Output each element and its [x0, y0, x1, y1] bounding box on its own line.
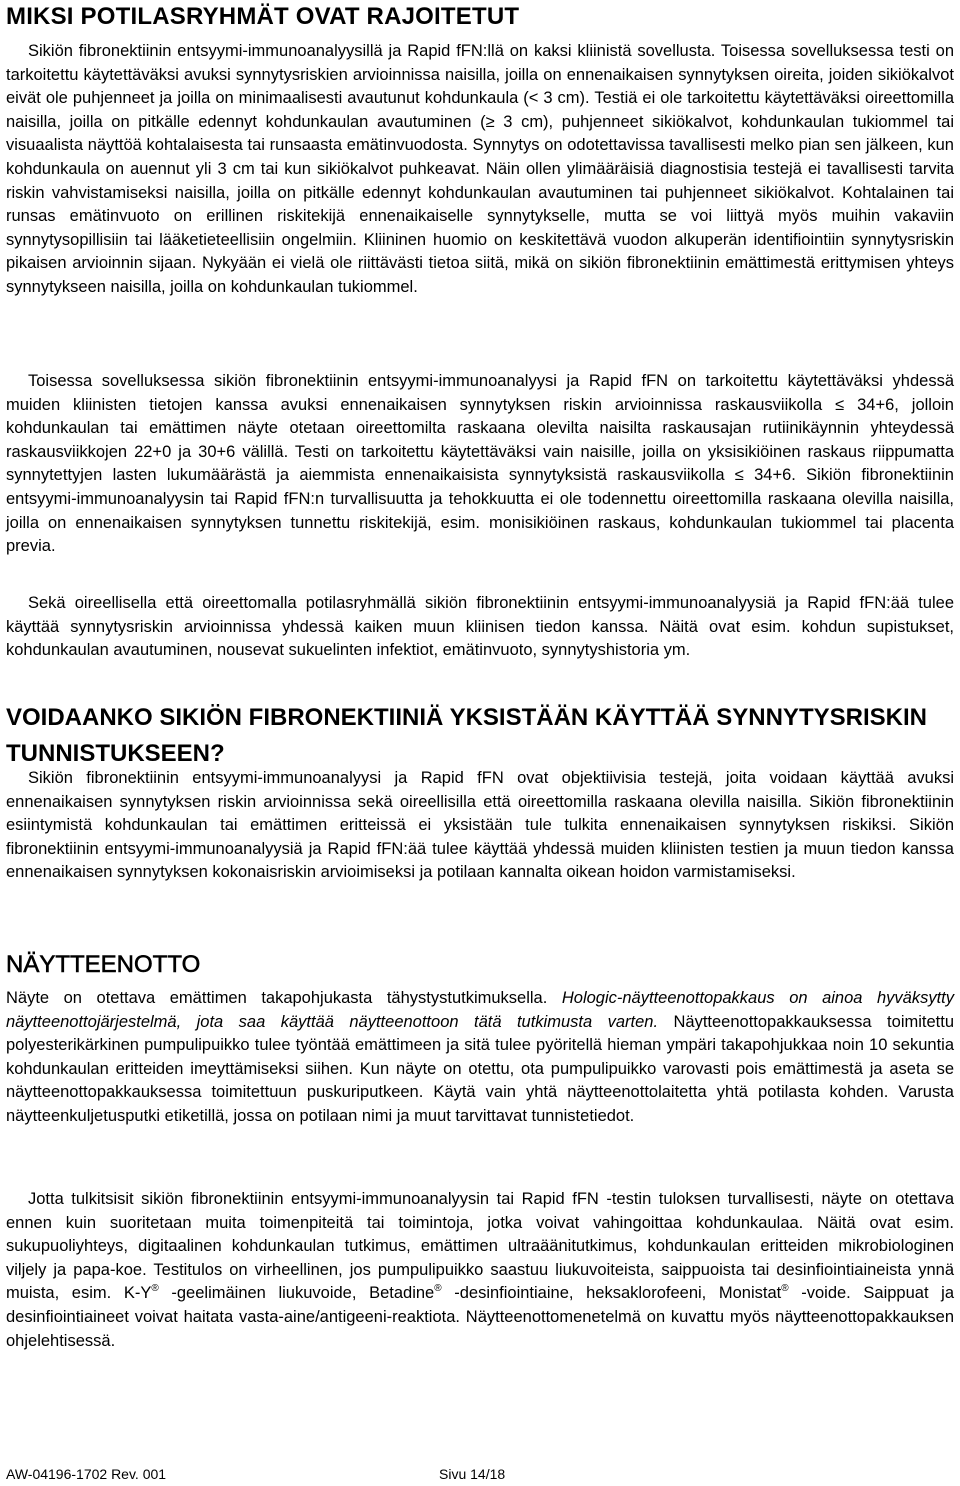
- paragraph-naytteenotto-2-text-c: -desinfiointiaine, heksaklorofeeni, Monistat: [441, 1284, 782, 1303]
- footer-page-number: Sivu 14/18: [439, 1466, 506, 1482]
- registered-mark-ky: ®: [151, 1283, 159, 1295]
- paragraph-miksi-3: Sekä oireellisella että oireettomalla potilasryhmällä sikiön fibronektiinin entsyymi-immunoanalyysiä ja Rapid fFN:ää tulee käyttää synnytysriskin arvioinnissa yhdessä kaiken muun kliinisen tiedon kanssa. Näitä ovat esim. kohdun supistukset, kohdunkaulan avautuminen, nousevat sukuelinten infektiot, emätinvuoto, synnytyshistoria ym.: [6, 594, 954, 660]
- section-heading-miksi: MIKSI POTILASRYHMÄT OVAT RAJOITETUT: [6, 3, 520, 30]
- paragraph-naytteenotto-2: [6, 1188, 954, 1353]
- paragraph-naytteenotto-1-italic: Hologic-näytteenottopakkaus on ainoa hyväksytty näytteenottojärjestelmä, jota saa käyttää näytteenottoon tätä tutkimusta varten.: [6, 989, 954, 1031]
- paragraph-naytteenotto-2-text-a: Jotta tulkitsisit sikiön fibronektiinin entsyymi-immunoanalyysin tai Rapid fFN -testin tuloksen turvallisesti, näyte on otettava ennen kuin suoritetaan muita toimenpiteitä tai toimintoja, jotka voivat vahingoittaa kohdunkaulaa. Näitä ovat esim. sukupuoliyhteys, digitaalinen kohdunkaulan tutkimus, emättimen ultraäänitutkimus, kohdunkaulan eritteiden mikrobiologinen viljely ja papa-koe. Testitulos on virheellinen, jos pumpulipuikko saastuu liukuvoiteista, saippuoista tai desinfiointiaineista ynnä muista, esim. K-Y: [6, 1190, 954, 1303]
- section-heading-voidaanko: VOIDAANKO SIKIÖN FIBRONEKTIINIÄ YKSISTÄÄN KÄYTTÄÄ SYNNYTYSRISKIN TUNNISTUKSEEN?: [6, 704, 927, 767]
- paragraph-naytteenotto-1-text-a: Näyte on otettava emättimen takapohjukasta tähystystutkimuksella.: [6, 989, 562, 1007]
- section-heading-naytteenotto: NÄYTTEENOTTO: [6, 951, 201, 978]
- footer-document-number: AW-04196-1702 Rev. 001: [6, 1466, 167, 1482]
- paragraph-naytteenotto-1: [6, 987, 954, 1129]
- paragraph-miksi-1: Sikiön fibronektiinin entsyymi-immunoanalyysillä ja Rapid fFN:llä on kaksi kliinistä sovellusta. Toisessa sovelluksessa testi on tarkoitettu käytettäväksi avuksi synnytysriskien arvioinnissa naisilla, joilla on ennenaikaisen synnytyksen oireita, joiden sikiökalvot eivät ole puhjenneet ja joilla on minimaalisesti avautunut kohdunkaula (< 3 cm). Testiä ei ole tarkoitettu käytettäväksi oireettomilla naisilla, joilla on pitkälle edennyt kohdunkaulan avautuminen (≥ 3 cm), puhjenneet sikiökalvot, kohdunkaulan tukiommel tai visuaalista näyttöä kohtalaisesta tai runsaasta emätinvuodosta. Synnytys on odotettavissa tavallisesti melko pian sen jälkeen, kun kohdunkaula on auennut yli 3 cm tai kun sikiökalvot puhkeavat. Näin ollen ylimääräisiä diagnostisia testejä ei tavallisesti tarvita riskin vahvistamiseksi naisilla, joilla on pitkälle edennyt kohdunkaulan avautuminen tai puhjenneet sikiökalvot. Kohtalainen tai runsas emätinvuoto on erillinen riskitekijä ennenaikaiselle synnytykselle, mutta se voi liittyä myös muihin vakaviin synnytysopillisiin tai lääketieteellisiin ongelmiin. Kliininen huomio on keskitettävä vuodon alkuperän identifiointiin synnytysriskin pikaisen arvioinnin sijaan. Nykyään ei vielä ole riittävästi tietoa siitä, mikä on sikiön fibronektiinin emättimestä erittymisen yhteys synnytykseen naisilla, joilla on kohdunkaulan tukiommel.: [6, 42, 954, 296]
- paragraph-miksi-2: Toisessa sovelluksessa sikiön fibronektiinin entsyymi-immunoanalyysi ja Rapid fFN on tarkoitettu käytettäväksi yhdessä muiden kliinisten tietojen kanssa avuksi ennenaikaisen synnytyksen riskin arvioinnissa raskausviikolla ≤ 34+6, jolloin kohdunkaulan tai emättimen näyte otetaan oireettomilta raskaana olevilta naisilta raskausajan rutiinikäynnin yhteydessä raskausviikkojen 22+0 ja 30+6 välillä. Testi on tarkoitettu käytettäväksi vain naisille, joilla on yksisikiöinen raskaus riippumatta synnytettyjen lasten lukumäärästä ja aiemmista ennenaikaisista synnytyksistä raskausviikolla ≤ 34+6. Sikiön fibronektiinin entsyymi-immunoanalyysin tai Rapid fFN:n turvallisuutta ja tehokkuutta ei ole todennettu oireettomilla raskaana olevilla naisilla, joilla on ennenaikaisen synnytyksen tunnettu riskitekijä, esim. monisikiöinen raskaus, kohdunkaulan tukiommel tai placenta previa.: [6, 372, 954, 556]
- paragraph-voidaanko-1: Sikiön fibronektiinin entsyymi-immunoanalyysi ja Rapid fFN ovat objektiivisia testejä, joita voidaan käyttää avuksi ennenaikaisen synnytyksen riskin arvioinnissa sekä oireellisilla että oireettomilla raskaana olevilla naisilla. Sikiön fibronektiinin esiintymistä kohdunkaulan tai emättimen eritteissä ei yksistään tule tulkita ennenaikaisen synnytyksen riskiksi. Sikiön fibronektiinin entsyymi-immunoanalyysiä ja Rapid fFN:ää tulee käyttää yhdessä muiden kliinisten testien ja muun tiedon kanssa ennenaikaisen synnytyksen kokonaisriskin arvioimiseksi ja potilaan kannalta oikean hoidon varmistamiseksi.: [6, 769, 954, 882]
- paragraph-naytteenotto-2-text-d: -voide. Saippuat ja desinfiointiaineet voivat haitata vasta-aine/antigeeni-reaktiota. Näytteenottomenetelmä on kuvattu myös näytteenottopakkauksen ohjelehtisessä.: [6, 1284, 954, 1350]
- paragraph-naytteenotto-1-text-b: Näytteenottopakkauksessa toimitettu polyesterikärkinen pumpulipuikko tulee työntää emättimeen ja sitä tulee pyöritellä hieman ympäri takapohjukkaa noin 10 sekuntia kohdunkaulan eritteiden imeyttämiseksi siihen. Kun näyte on otettu, ota pumpulipuikko varovasti pois emättimestä ja aseta se näytteenottopakkauksessa toimitettuun puskuriputkeen. Käytä vain yhtä näytteenottolaitetta yhtä potilasta kohden. Varusta näytteenkuljetusputki etiketillä, jossa on potilaan nimi ja muut tarvittavat tunnistetiedot.: [6, 1012, 955, 1125]
- registered-mark-betadine: ®: [434, 1283, 442, 1295]
- registered-mark-monistat: ®: [781, 1283, 789, 1295]
- paragraph-naytteenotto-2-text-b: -geelimäinen liukuvoide, Betadine: [158, 1284, 435, 1303]
